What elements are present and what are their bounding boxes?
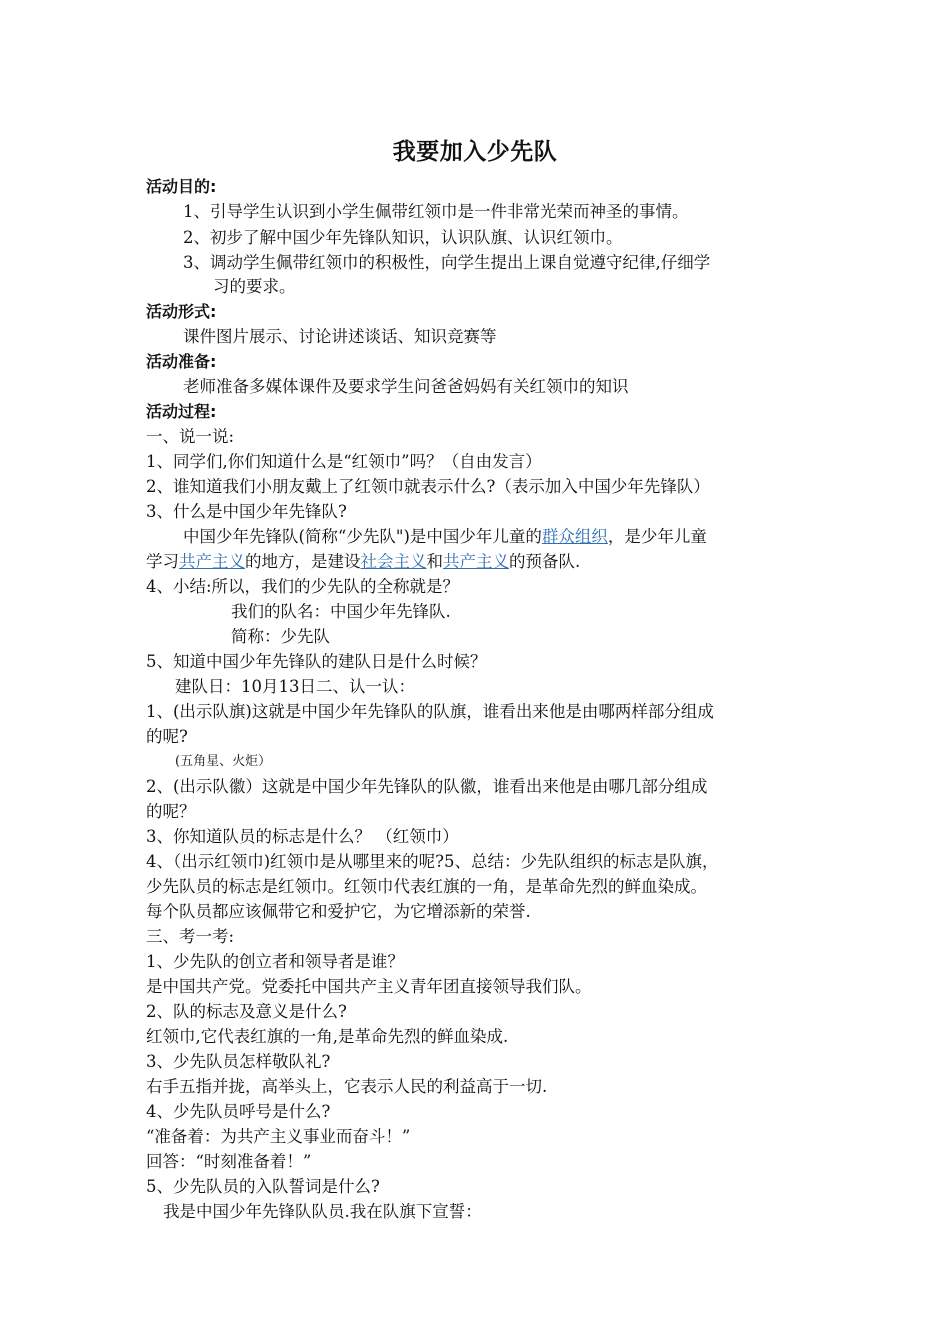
- definition-line-2: [146, 550, 580, 574]
- part2-q2: 2、(出示队徽）这就是中国少年先锋队的队徽，谁看出来他是由哪几部分组成: [146, 777, 708, 796]
- form-text: 课件图片展示、讨论讲述谈话、知识竞赛等: [183, 327, 497, 346]
- team-shortname: 简称：少先队: [231, 627, 330, 646]
- part3-slogan: “准备着：为共产主义事业而奋斗！”: [146, 1127, 411, 1146]
- link-mass-organization[interactable]: 群众组织: [541, 527, 608, 546]
- goal-item-3-cont: 习的要求。: [213, 277, 296, 296]
- part3-oath: 我是中国少年先锋队队员.我在队旗下宣誓：: [163, 1202, 482, 1221]
- part3-q3: 3、少先队员怎样敬队礼?: [146, 1052, 331, 1071]
- part3-q2: 2、队的标志及意义是什么?: [146, 1002, 347, 1021]
- part1-q2: 2、谁知道我们小朋友戴上了红领巾就表示什么?（表示加入中国少年先锋队）: [146, 477, 710, 496]
- team-fullname: 我们的队名：中国少年先锋队.: [231, 602, 451, 621]
- founding-day: 建队日：10月13日二、认一认：: [175, 677, 415, 696]
- goal-item-2: 2、初步了解中国少年先锋队知识，认识队旗、认识红领巾。: [183, 228, 623, 247]
- process-heading: 活动过程:: [146, 402, 217, 421]
- goal-item-3: 3、调动学生佩带红领巾的积极性，向学生提出上课自觉遵守纪律,仔细学: [183, 253, 711, 272]
- part2-q3: 3、你知道队员的标志是什么？ （红领巾）: [146, 827, 459, 846]
- prep-text: 老师准备多媒体课件及要求学生问爸爸妈妈有关红领巾的知识: [183, 377, 629, 396]
- definition-text-c: 学习: [146, 552, 179, 571]
- part3-reply: 回答：“时刻准备着！”: [146, 1152, 312, 1171]
- part1-q4: 4、小结:所以，我们的少先队的全称就是？: [146, 577, 460, 596]
- part3-title: 三、考一考:: [146, 927, 235, 946]
- definition-text-d: 的地方，是建设: [245, 552, 361, 571]
- part3-a1: 是中国共产党。党委托中国共产主义青年团直接领导我们队。: [146, 977, 592, 996]
- definition-text-a: 中国少年先锋队(简称“少先队")是中国少年儿童的: [183, 527, 542, 546]
- part3-q4: 4、少先队员呼号是什么?: [146, 1102, 331, 1121]
- part1-q3: 3、什么是中国少年先锋队?: [146, 502, 347, 521]
- part1-q5: 5、知道中国少年先锋队的建队日是什么时候？: [146, 652, 487, 671]
- goal-item-1: 1、引导学生认识到小学生佩带红领巾是一件非常光荣而神圣的事情。: [183, 202, 689, 221]
- definition-text-e: 和: [426, 552, 443, 571]
- part2-q2-cont: 的呢？: [146, 802, 196, 821]
- part2-q1: 1、(出示队旗)这就是中国少年先锋队的队旗，谁看出来他是由哪两样部分组成: [146, 702, 714, 721]
- goal-heading: 活动目的:: [146, 177, 217, 196]
- link-communism[interactable]: 共产主义: [179, 552, 245, 571]
- definition-text-b: ，是少年儿童: [607, 527, 707, 546]
- form-heading: 活动形式:: [146, 302, 217, 321]
- part1-title: 一、说一说:: [146, 427, 235, 446]
- part3-q1: 1、少先队的创立者和领导者是谁？: [146, 952, 404, 971]
- part2-q4: 4、（出示红领巾)红领巾是从哪里来的呢?5、总结：少先队组织的标志是队旗，: [146, 852, 719, 871]
- definition-text-f: 的预备队.: [509, 552, 581, 571]
- link-communism-2[interactable]: 共产主义: [443, 552, 509, 571]
- part1-q1: 1、同学们,你们知道什么是“红领巾”吗？（自由发言）: [146, 452, 542, 471]
- prep-heading: 活动准备:: [146, 352, 217, 371]
- link-socialism[interactable]: 社会主义: [360, 552, 427, 571]
- part3-a2: 红领巾,它代表红旗的一角,是革命先烈的鲜血染成.: [146, 1027, 509, 1046]
- part3-a3: 右手五指并拢，高举头上，它表示人民的利益高于一切.: [146, 1077, 548, 1096]
- definition-line-1: [183, 525, 707, 549]
- part2-summary-2: 少先队员的标志是红领巾。红领巾代表红旗的一角，是革命先烈的鲜血染成。: [146, 877, 707, 896]
- part3-q5: 5、少先队员的入队誓词是什么?: [146, 1177, 380, 1196]
- part2-summary-3: 每个队员都应该佩带它和爱护它，为它增添新的荣誉.: [146, 902, 531, 921]
- document-title: 我要加入少先队: [392, 139, 558, 165]
- part2-q1-cont: 的呢?: [146, 727, 188, 746]
- part2-a1: (五角星、火炬）: [175, 754, 272, 769]
